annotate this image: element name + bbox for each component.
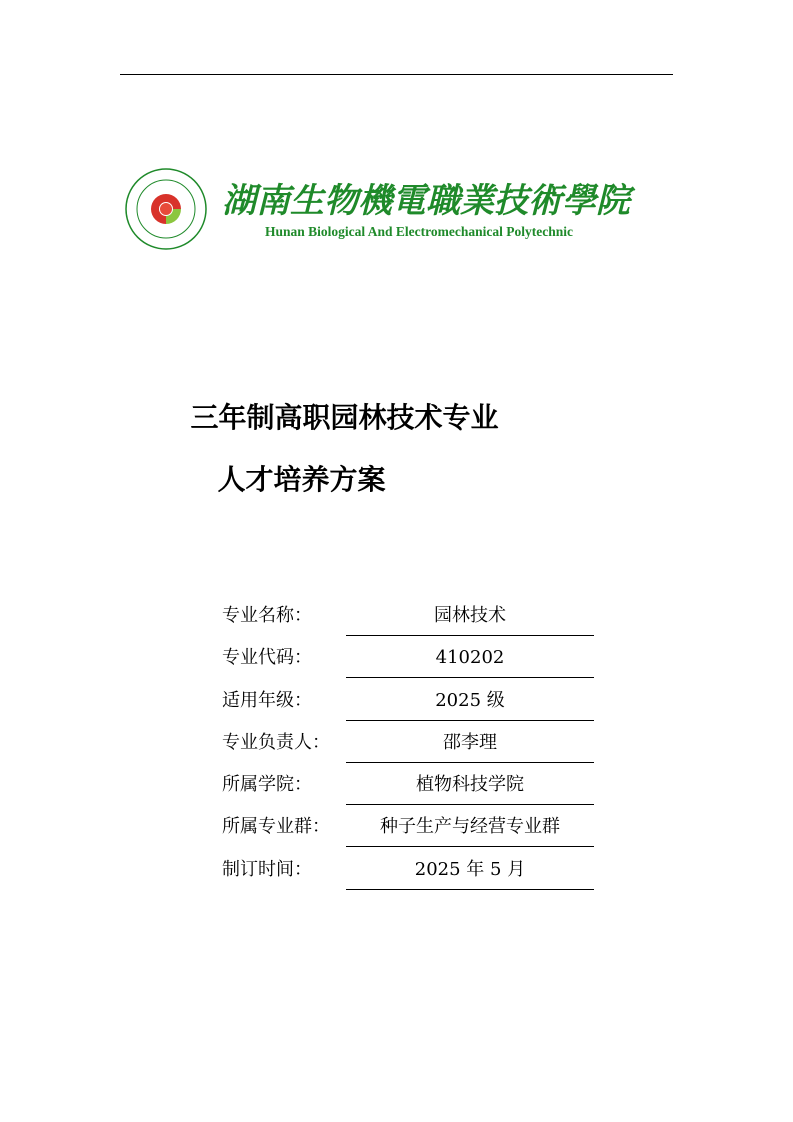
field-value: 邵李理 bbox=[346, 725, 594, 763]
field-value: 2025 级 bbox=[346, 683, 594, 721]
school-name-cn: 湖南生物機電職業技術學院 bbox=[222, 181, 630, 221]
field-value: 园林技术 bbox=[346, 598, 594, 636]
field-label: 专业代码： bbox=[222, 647, 312, 669]
title-line2-text: 人才培养方案 bbox=[217, 463, 386, 496]
field-label: 所属专业群： bbox=[222, 816, 330, 838]
field-value: 植物科技学院 bbox=[346, 767, 594, 805]
field-label: 所属学院： bbox=[222, 774, 312, 796]
document-title-line1 bbox=[0, 400, 793, 436]
header-rule bbox=[120, 74, 673, 75]
title-line1-text: 三年制高职园林技术专业 bbox=[190, 401, 499, 434]
field-label: 适用年级： bbox=[222, 689, 312, 711]
field-value: 种子生产与经营专业群 bbox=[346, 809, 594, 847]
school-name-en: Hunan Biological And Electromechanical Polytechnic bbox=[265, 224, 574, 239]
field-label: 专业名称： bbox=[222, 605, 312, 626]
field-value: 410202 bbox=[346, 640, 594, 678]
document-title-line2 bbox=[0, 462, 793, 498]
school-seal-logo bbox=[124, 167, 208, 251]
field-label: 制订时间： bbox=[222, 858, 312, 880]
field-label: 专业负责人： bbox=[222, 731, 330, 753]
field-value: 2025 年 5 月 bbox=[346, 852, 594, 890]
